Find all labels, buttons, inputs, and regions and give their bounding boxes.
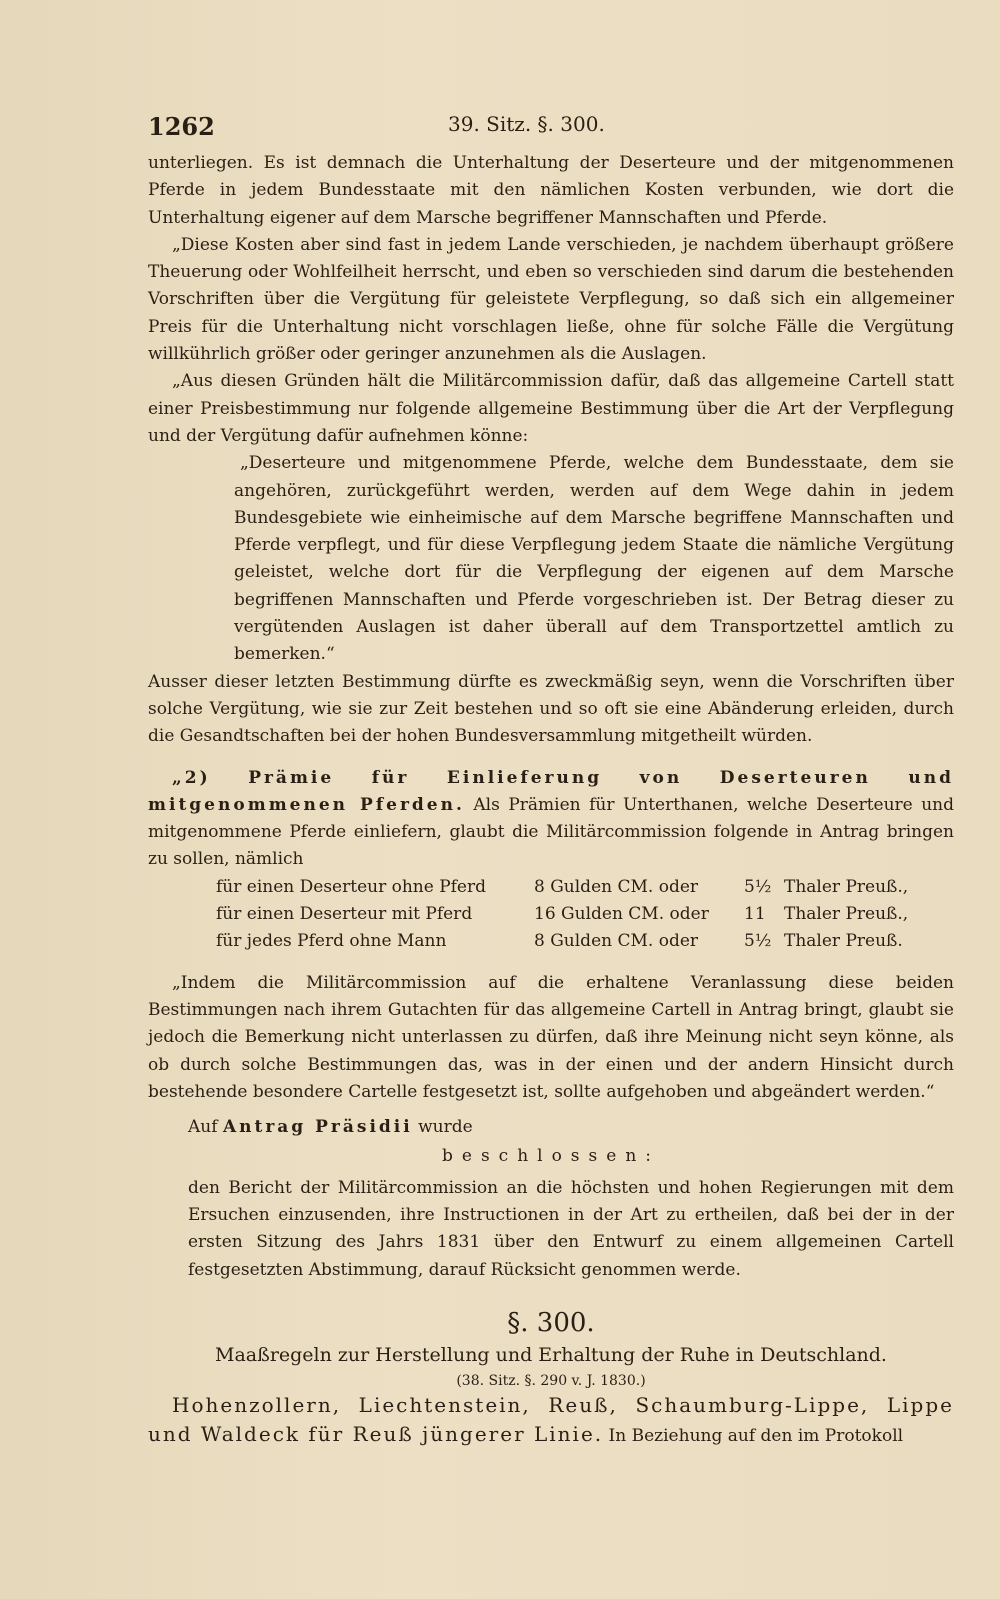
premium-item: für einen Deserteur ohne Pferd — [216, 876, 486, 897]
premium-unit: Thaler Preuß., — [784, 876, 909, 897]
paragraph-3: „Aus diesen Gründen hält die Militärcommission dafür, daß das allgemeine Cartell statt einer Preisbestimmung nur folgende allgemeine Bestimmung über die Art der Verpflegung und der Vergütung dafür aufnehmen könne: — [148, 371, 954, 446]
premium-gulden: 16 Gulden CM. oder — [534, 904, 709, 925]
page-header — [148, 112, 868, 142]
premium-unit: Thaler Preuß., — [784, 904, 909, 925]
paragraph-2: „Diese Kosten aber sind fast in jedem Lande verschieden, je nachdem überhaupt größere Theuerung oder Wohlfeilheit herrscht, und eben so verschieden sind darum die bestehenden Vorschriften über die Vergütung für geleistete Verpflegung, so daß sich ein allgemeiner Preis für die Unterhaltung nicht vorschlagen ließe, ohne für solche Fälle die Vergütung willkührlich größer oder geringer anzunehmen als die Auslagen. — [148, 234, 954, 365]
quoted-provision — [234, 450, 954, 668]
page-body — [148, 150, 954, 1450]
premium-row — [216, 928, 954, 955]
paragraph-5 — [148, 765, 954, 874]
premium-table — [148, 874, 954, 956]
premium-heading: „2) Prämie für Einlieferung von Deserteuren und mitgenommenen Pferden. — [148, 767, 954, 815]
running-title: 39. Sitz. §. 300. — [448, 112, 605, 136]
premium-gulden: 8 Gulden CM. oder — [534, 931, 699, 952]
premium-unit: Thaler Preuß. — [784, 931, 903, 952]
spacer — [148, 751, 954, 765]
spacer — [148, 956, 954, 970]
premium-thaler: 5½ — [744, 931, 772, 952]
premium-thaler: 11 — [744, 904, 766, 925]
section-number: §. 300. — [507, 1307, 595, 1338]
premium-gulden: 8 Gulden CM. oder — [534, 876, 699, 897]
premium-thaler: 5½ — [744, 876, 772, 897]
section-heading: Maaßregeln zur Herstellung und Erhaltung der Ruhe in Deutschland. — [215, 1343, 887, 1366]
motion-spaced: Antrag Präsidii — [222, 1117, 413, 1138]
section-paragraph — [148, 1392, 954, 1451]
states-list: Hohenzollern, Liechtenstein, Reuß, Schaumburg-Lippe, Lippe und Waldeck für Reuß jüngerer Linie. — [148, 1392, 954, 1447]
premium-intro: Als Prämien für Unterthanen, welche Deserteure und mitgenommene Pferde einliefern, glaubt die Militärcommission folgende in Antrag bringen zu sollen, nämlich — [148, 794, 954, 870]
section-text: In Beziehung auf den im Protokoll — [608, 1426, 904, 1447]
section-reference: (38. Sitz. §. 290 v. J. 1830.) — [456, 1372, 646, 1389]
paragraph-1: unterliegen. Es ist demnach die Unterhaltung der Deserteure und der mitgenommenen Pferde in jedem Bundesstaate mit den nämlichen Kosten verbunden, wie dort die Unterhaltung eigener auf dem Marsche begriffener Mannschaften und Pferde. — [148, 153, 954, 228]
motion-suffix: wurde — [418, 1117, 473, 1138]
motion-prefix: Auf — [188, 1117, 218, 1138]
resolution-text: den Bericht der Militärcommission an die höchsten und hohen Regierungen mit dem Ersuchen einzusenden, ihre Instructionen in der Art zu ertheilen, daß bei der in der ersten Sitzung des Jahrs 1831 über den Entwurf zu einem allgemeinen Cartell festgesetzten Abstimmung, darauf Rücksicht genommen werde. — [188, 1177, 954, 1280]
paragraph-4: Ausser dieser letzten Bestimmung dürfte es zweckmäßig seyn, wenn die Vorschriften über solche Vergütung, wie sie zur Zeit bestehen und so oft sie eine Abänderung erleiden, durch die Gesandtschaften bei der hohen Bundesversammlung mitgetheilt würden. — [148, 671, 954, 747]
quote-text: „Deserteure und mitgenommene Pferde, welche dem Bundesstaate, dem sie angehören, zurückgeführt werden, werden auf dem Wege dahin in jedem Bundesgebiete wie einheimische auf dem Marsche begriffene Mannschaften und Pferde verpflegt, und für diese Verpflegung jedem Staate die nämliche Vergütung geleistet, welche dort für die Verpflegung der eigenen auf dem Marsche begriffenen Mannschaften und Pferde vorgeschrieben ist. Der Betrag dieser zu vergütenden Auslagen ist daher überall auf dem Transportzettel amtlich zu bemerken.“ — [234, 453, 954, 665]
paragraph-6: „Indem die Militärcommission auf die erhaltene Veranlassung diese beiden Bestimmungen nach ihrem Gutachten für das allgemeine Cartell in Antrag bringt, glaubt sie jedoch die Bemerkung nicht unterlassen zu dürfen, daß ihre Meinung nicht seyn könne, als ob durch solche Bestimmungen das, was in der einen und der andern Hinsicht durch bestehende besondere Cartelle festgesetzt ist, sollte aufgehoben und abgeändert werden.“ — [148, 972, 954, 1102]
resolved-label: beschlossen: — [442, 1146, 660, 1167]
premium-item: für jedes Pferd ohne Mann — [216, 931, 447, 952]
premium-item: für einen Deserteur mit Pferd — [216, 904, 473, 925]
premium-row — [216, 901, 954, 928]
motion-line — [188, 1114, 954, 1141]
page-number: 1262 — [148, 112, 215, 141]
premium-row — [216, 874, 954, 901]
